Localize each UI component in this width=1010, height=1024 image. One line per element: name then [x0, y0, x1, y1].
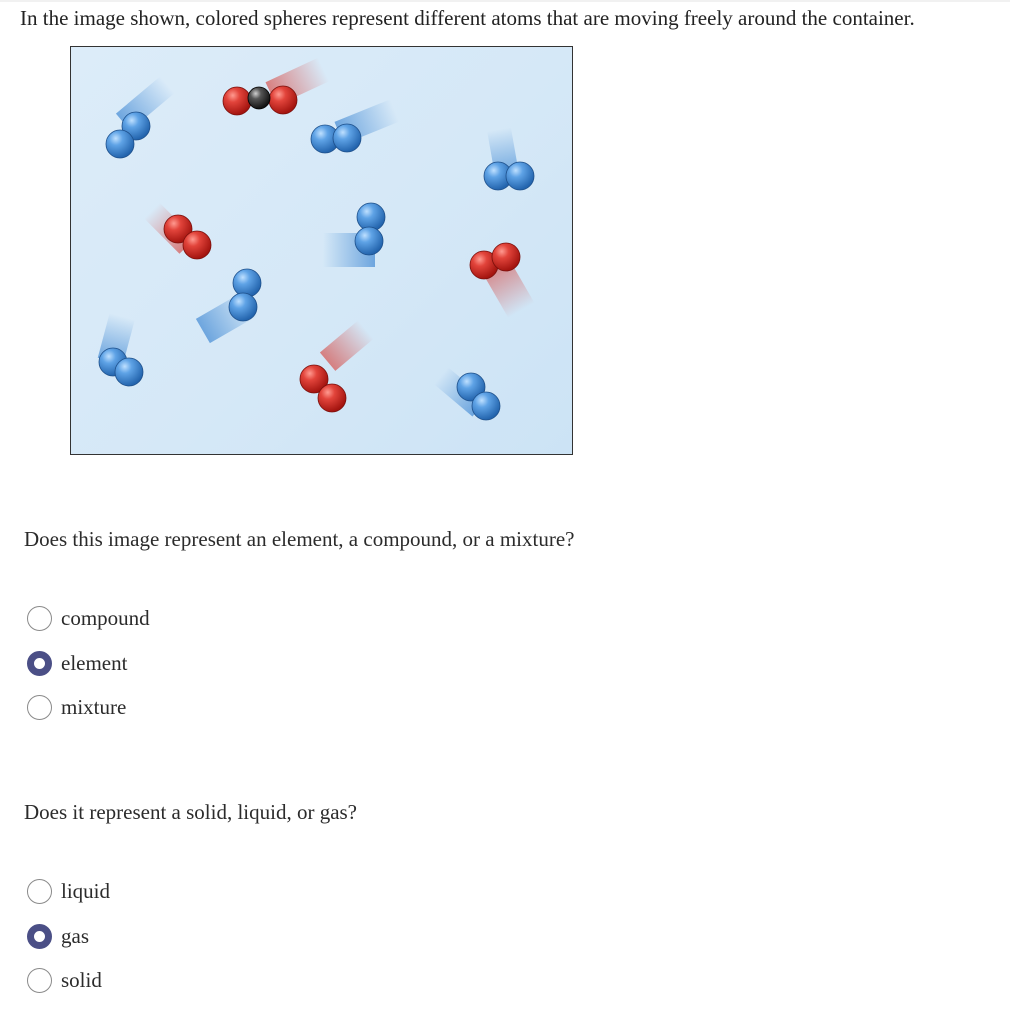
option-label: mixture — [61, 695, 127, 719]
option-gas[interactable] — [27, 921, 89, 951]
intro-text: In the image shown, colored spheres represent different atoms that are moving freely around the container. — [20, 6, 915, 30]
option-label: element — [61, 651, 128, 675]
radio-element[interactable] — [27, 651, 52, 676]
question-1-text: Does this image represent an element, a compound, or a mixture? — [24, 527, 575, 551]
blue-molecule-6 — [98, 313, 143, 386]
option-element[interactable] — [27, 648, 127, 678]
blue-molecule-5 — [196, 269, 261, 343]
blue-molecule-4 — [323, 203, 385, 267]
red-molecule-1 — [144, 203, 211, 259]
top-divider — [0, 0, 1010, 2]
blue-molecule-1 — [106, 76, 175, 158]
option-solid[interactable] — [27, 965, 102, 995]
option-label: compound — [61, 606, 150, 630]
radio-gas[interactable] — [27, 924, 52, 949]
blue-molecule-2 — [311, 99, 399, 153]
option-liquid[interactable] — [27, 876, 110, 906]
radio-mixture[interactable] — [27, 695, 52, 720]
radio-solid[interactable] — [27, 968, 52, 993]
molecule-container-illustration — [70, 46, 573, 455]
co2-molecule — [223, 58, 329, 115]
option-mixture[interactable] — [27, 692, 126, 722]
blue-molecule-7 — [434, 367, 500, 420]
option-label: gas — [61, 924, 89, 948]
question-2-text: Does it represent a solid, liquid, or gas? — [24, 800, 358, 824]
option-compound[interactable] — [27, 603, 150, 633]
molecules-svg — [71, 47, 573, 455]
option-label: liquid — [61, 879, 111, 903]
radio-liquid[interactable] — [27, 879, 52, 904]
option-label: solid — [61, 968, 102, 992]
red-molecule-2 — [470, 243, 534, 318]
radio-compound[interactable] — [27, 606, 52, 631]
blue-molecule-3 — [484, 127, 534, 190]
red-molecule-3 — [300, 320, 374, 412]
